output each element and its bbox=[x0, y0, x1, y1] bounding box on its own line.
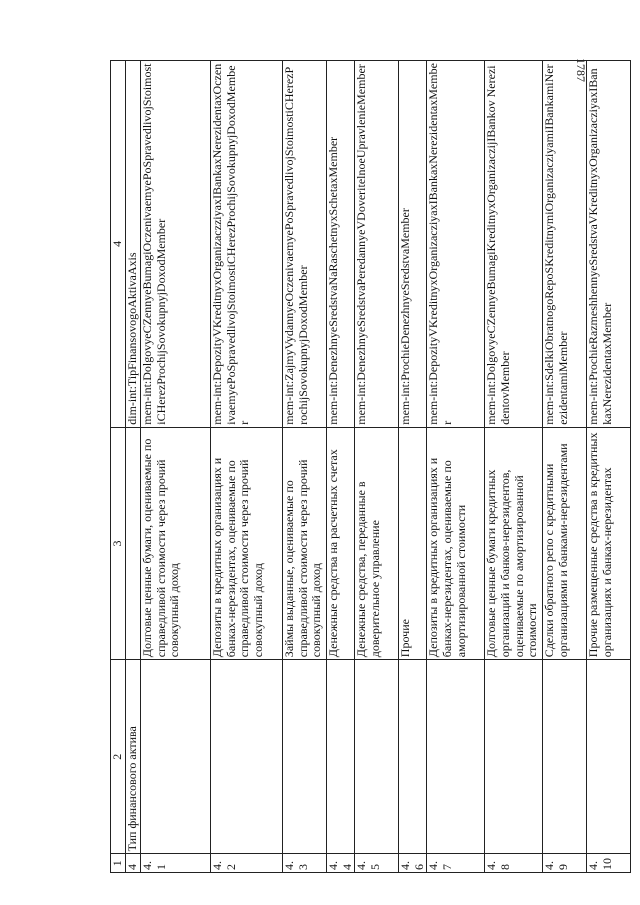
row-description: Денежные средства на расчетных счетах bbox=[327, 427, 355, 659]
row-description: Депозиты в кредитных организациях и банках-нерезидентах, оцениваемые по справедливой стоимости через прочий совокупный доход bbox=[211, 427, 283, 659]
row-code: mem-int:DolgovyeCZennyeBumagiOczenivaemyePoSpravedlivojStoimostiCHerezProchijSovokupnyjDoxodMember bbox=[141, 61, 211, 428]
column-number-row bbox=[111, 61, 126, 873]
row-code: mem-int:DenezhnyeSredstvaPeredannyeVDoveritelnoeUpravlenieMember bbox=[355, 61, 399, 428]
section-number: 4 bbox=[126, 854, 141, 873]
row-empty-cell bbox=[427, 660, 485, 854]
row-number: 4.7 bbox=[427, 854, 485, 873]
row-description: Займы выданные, оцениваемые по справедливой стоимости через прочий совокупный доход bbox=[283, 427, 327, 659]
row-empty-cell bbox=[543, 660, 587, 854]
row-description: Прочие размещенные средства в кредитных организациях и банках-нерезидентах bbox=[587, 427, 631, 659]
table-row bbox=[283, 61, 327, 873]
section-code: dim-int:TipFinansovogoAktivaAxis bbox=[126, 61, 141, 428]
row-number: 4.6 bbox=[399, 854, 427, 873]
row-code: mem-int:DepozityVKreditnyxOrganizaczziyaxIBankaxNerezidentaxOczenivaemyePoSpravedlivojStoimostiCHerezProchijSovokupnyjDoxodMember bbox=[211, 61, 283, 428]
table-row bbox=[543, 61, 587, 873]
rotated-table-container bbox=[110, 60, 631, 873]
row-empty-cell bbox=[327, 660, 355, 854]
table-row bbox=[355, 61, 399, 873]
row-description: Долговые ценные бумаги, оцениваемые по справедливой стоимости через прочий совокупный доход bbox=[141, 427, 211, 659]
row-empty-cell bbox=[283, 660, 327, 854]
table-row bbox=[427, 61, 485, 873]
section-type-label: Тип финансового актива bbox=[126, 660, 141, 854]
column-number-4: 4 bbox=[111, 61, 126, 428]
table-row bbox=[141, 61, 211, 873]
row-code: mem-int:ProchieDenezhnyeSredstvaMember bbox=[399, 61, 427, 428]
row-code: mem-int:ProchieRazmeshhennyeSredstvaVKreditnyxOrganizacziyaxIBankaxNerezidentaxMember bbox=[587, 61, 631, 428]
row-number: 4.1 bbox=[141, 854, 211, 873]
table-row bbox=[327, 61, 355, 873]
row-number: 4.4 bbox=[327, 854, 355, 873]
row-code: mem-int:DolgovyeCZennyeBumagiKreditnyxOrganizaczijIBankov NerezidentovMember bbox=[485, 61, 543, 428]
page-number: 1787 bbox=[574, 58, 588, 82]
row-number: 4.8 bbox=[485, 854, 543, 873]
section-row bbox=[126, 61, 141, 873]
column-number-3: 3 bbox=[111, 427, 126, 659]
row-empty-cell bbox=[355, 660, 399, 854]
row-code: mem-int:DepozityVKreditnyxOrganizacziyaxIBankaxNerezidentaxMember bbox=[427, 61, 485, 428]
row-number: 4.10 bbox=[587, 854, 631, 873]
row-empty-cell bbox=[141, 660, 211, 854]
row-number: 4.9 bbox=[543, 854, 587, 873]
row-description: Прочие bbox=[399, 427, 427, 659]
table-row bbox=[399, 61, 427, 873]
row-description: Долговые ценные бумаги кредитных организаций и банков-нерезидентов, оцениваемые по амортизированной стоимости bbox=[485, 427, 543, 659]
row-empty-cell bbox=[211, 660, 283, 854]
row-empty-cell bbox=[485, 660, 543, 854]
column-number-2: 2 bbox=[111, 660, 126, 854]
financial-asset-type-table bbox=[110, 60, 631, 873]
row-code: mem-int:SdelkiObratnogoRepoSKreditnymiOrganizacziyamiIBankamiNerezidentamiMember bbox=[543, 61, 587, 428]
row-empty-cell bbox=[587, 660, 631, 854]
row-number: 4.5 bbox=[355, 854, 399, 873]
row-description: Денежные средства, переданные в доверительное управление bbox=[355, 427, 399, 659]
row-description: Депозиты в кредитных организациях и банках-нерезидентах, оцениваемые по амортизированной стоимости bbox=[427, 427, 485, 659]
section-description bbox=[126, 427, 141, 659]
table-row bbox=[211, 61, 283, 873]
row-number: 4.2 bbox=[211, 854, 283, 873]
row-empty-cell bbox=[399, 660, 427, 854]
row-code: mem-int:DenezhnyeSredstvaNaRaschetnyxSchetaxMember bbox=[327, 61, 355, 428]
table-row bbox=[587, 61, 631, 873]
row-code: mem-int:ZajmyVydannyeOczenivaemyePoSpravedlivojStoimostiCHerezProchijSovokupnyjDoxodMember bbox=[283, 61, 327, 428]
row-number: 4.3 bbox=[283, 854, 327, 873]
row-description: Сделки обратного репо с кредитными организациями и банками-нерезидентами bbox=[543, 427, 587, 659]
table-row bbox=[485, 61, 543, 873]
column-number-1: 1 bbox=[111, 854, 126, 873]
